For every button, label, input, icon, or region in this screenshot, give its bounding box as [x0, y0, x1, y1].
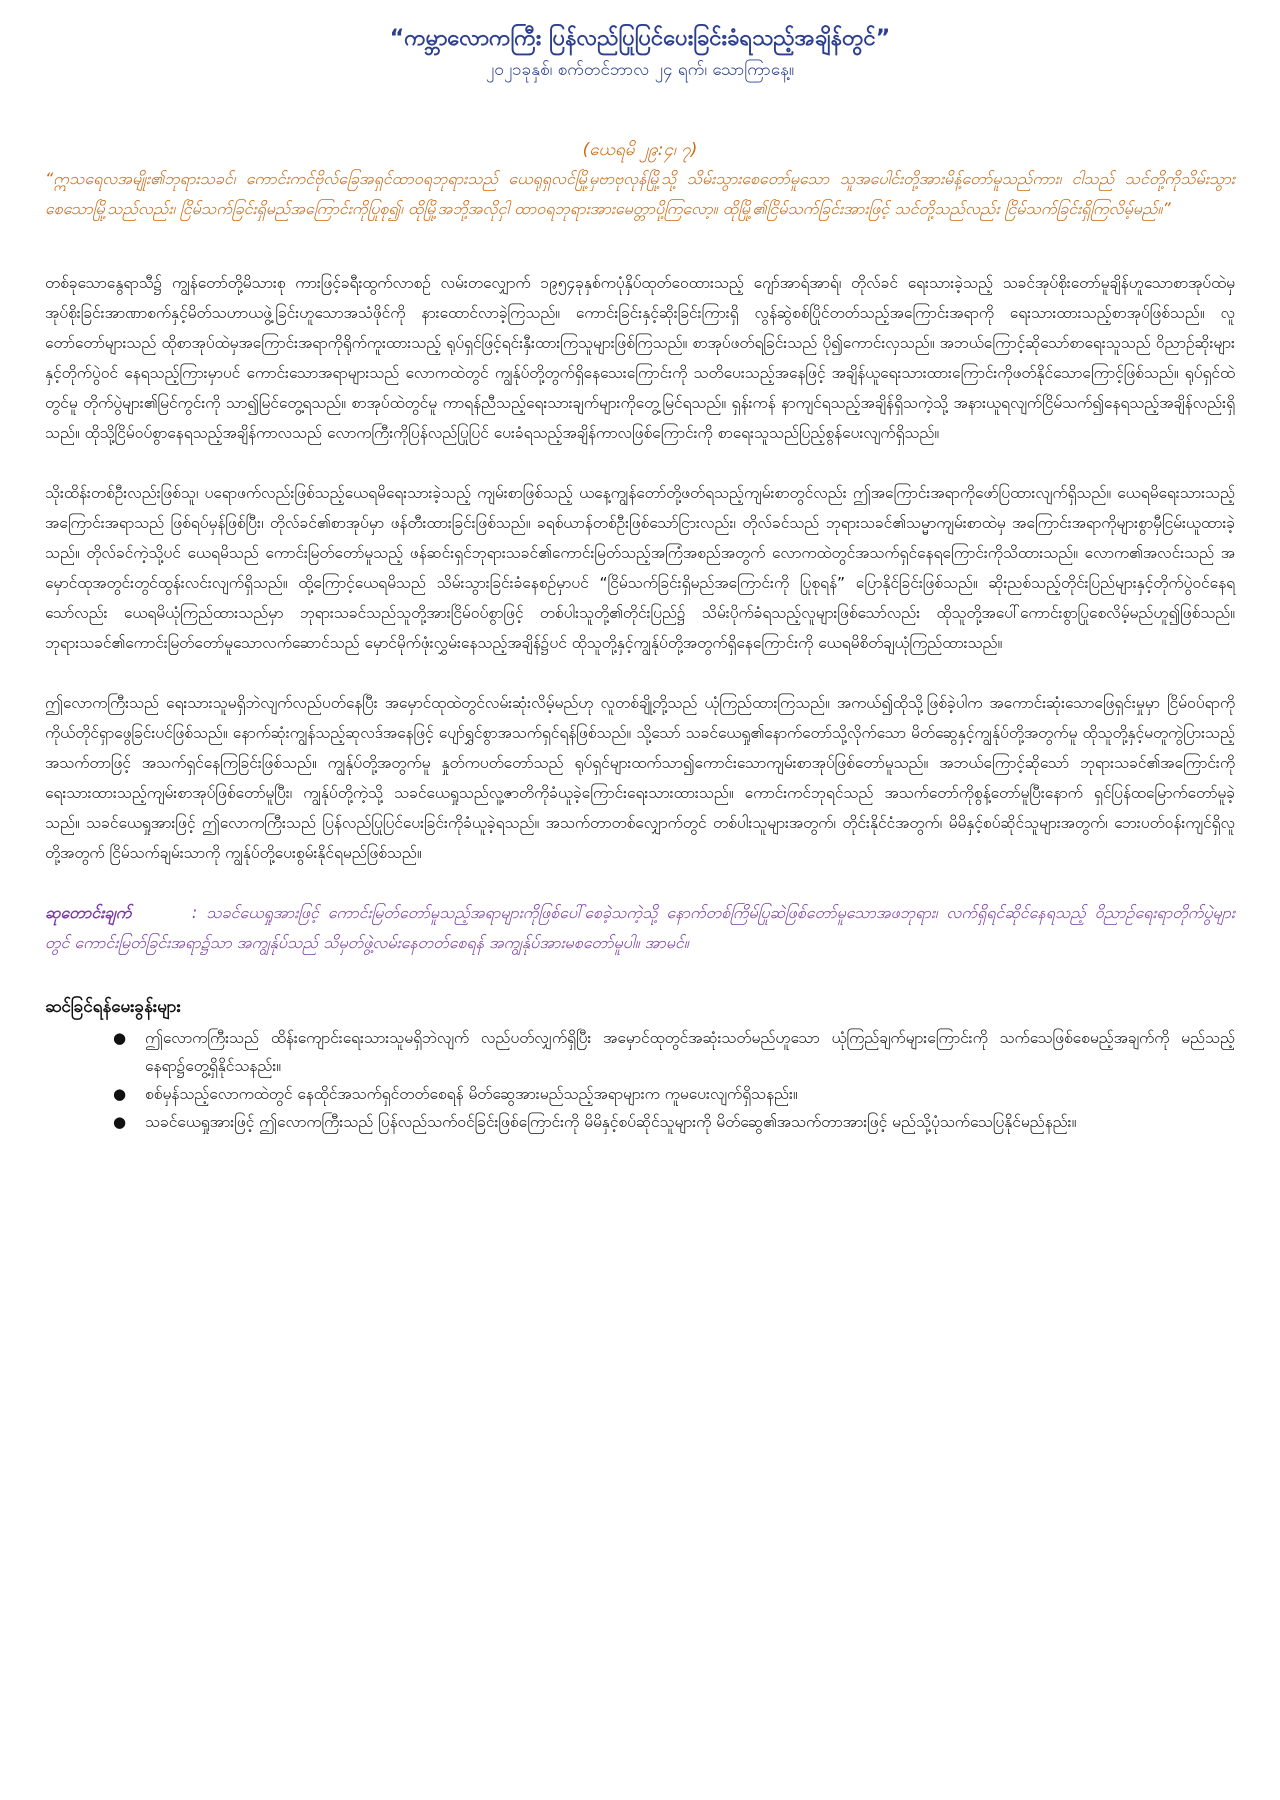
questions-heading: ဆင်ခြင်ရန်မေးခွန်းများ: [45, 997, 181, 1017]
list-item: [113, 1108, 1235, 1136]
verse-reference: (ယေရမိ ၂၉:၄၊ ၇): [582, 140, 698, 160]
question-text: ဤလောကကြီးသည် ထိန်းကျောင်းရေးသားသူမရှိဘဲလျက် လည်ပတ်လျှက်ရှိပြီး အမှောင်ထုတွင်အဆုံးသတ်မည်ဟူသော ယုံကြည်ချက်များကြောင်းကို သက်သေဖြစ်စေမည့်အချက်ကို မည်သည့်နေရာ၌တွေ့ရှိနိုင်သနည်း။: [145, 1029, 1235, 1075]
body-paragraph-2: သိုးထိန်းတစ်ဦးလည်းဖြစ်သူ၊ ပရောဖက်လည်းဖြစ်သည့်ယေရမိရေးသားခဲ့သည့် ကျမ်းစာဖြစ်သည့် ယနေ့ကျွန်တော်တို့ဖတ်ရသည့်ကျမ်းစာတွင်လည်း ဤအကြောင်းအရာကိုဖော်ပြထားလျက်ရှိသည်။ ယေရမိရေးသားသည့်အကြောင်းအရာသည် ဖြစ်ရပ်မှန်ဖြစ်ပြီး၊ တိုလ်ခင်၏စာအုပ်မှာ ဖန်တီးထားခြင်းဖြစ်သည်။ ခရစ်ယာန်တစ်ဦးဖြစ်သော်ငြားလည်း၊ တိုလ်ခင်သည် ဘုရားသခင်၏သမ္မာကျမ်းစာထဲမှ အကြောင်းအရာကိုများစွာမှီငြမ်းယူထားခဲ့သည်။ တိုလ်ခင်ကဲ့သို့ပင် ယေရမိသည် ကောင်းမြတ်တော်မူသည့် ဖန်ဆင်းရှင်ဘုရားသခင်၏ကောင်းမြတ်သည့်အကြံအစည်အတွက် လောကထဲတွင်အသက်ရှင်နေရကြောင်းကိုသိထားသည်။ လောက၏အလင်းသည် အမှောင်ထုအတွင်းတွင်ထွန်းလင်းလျက်ရှိသည်။ ထို့ကြောင့်ယေရမိသည် သိမ်းသွားခြင်းခံနေစဉ်မှာပင် “ငြိမ်သက်ခြင်းရှိမည်အကြောင်းကို ပြုစုရန်” ပြောနိုင်ခြင်းဖြစ်သည်။ ဆိုးညစ်သည့်တိုင်းပြည်များနှင့်တိုက်ပွဲဝင်နေရသော်လည်း ယေရမိယုံကြည်ထားသည်မှာ ဘုရားသခင်သည်သူတို့အားငြိမ်ဝပ်စွာဖြင့် တစ်ပါးသူတို့၏တိုင်းပြည်၌ သိမ်းပိုက်ခံရသည့်လူများဖြစ်သော်လည်း ထိုသူတို့အပေါ်ကောင်းစွာပြုစေလိမ့်မည်ဟူ၍ဖြစ်သည်။ ဘုရားသခင်၏ကောင်းမြတ်တော်မူသောလက်ဆောင်သည် မှောင်မိုက်ဖုံးလွှမ်းနေသည့်အချိန်၌ပင် ထိုသူတို့နှင့်ကျွန်ုပ်တို့အတွက်ရှိနေကြောင်းကို ယေရမိစိတ်ချယုံကြည်ထားသည်။: [45, 484, 1235, 652]
prayer-label: ဆုတောင်းချက်: [45, 903, 132, 922]
bullet-icon: ●: [113, 1029, 127, 1047]
page-title: “ကမ္ဘာလောကကြီး ပြန်လည်ပြုပြင်ပေးခြင်းခံရသည့်အချိန်တွင်”: [389, 26, 891, 51]
body-paragraph-1: တစ်ခုသောနွေရာသီ၌ ကျွန်တော်တို့မိသားစု ကားဖြင့်ခရီးထွက်လာစဉ် လမ်းတလျှောက် ၁၉၅၄ခုနှစ်ကပုံနှိပ်ထုတ်ဝေထားသည့် ဂျော်အာရ်အာရ်၊ တိုလ်ခင် ရေးသားခဲ့သည့် သခင်အုပ်စိုးတော်မူချိန်ဟူသောစာအုပ်ထဲမှ အုပ်စိုးခြင်းအာဏာစက်နှင့်မိတ်သဟာယဖွဲ့ခြင်းဟူသောအသံဖိုင်ကို နားထောင်လာခဲ့ကြသည်။ ကောင်းခြင်းနှင့်ဆိုးခြင်းကြားရှိ လွန်ဆွဲစစ်ပြိုင်တတ်သည့်အကြောင်းအရာကို ရေးသားထားသည့်စာအုပ်ဖြစ်သည်။ လူတော်တော်များသည် ထိုစာအုပ်ထဲမှအကြောင်းအရာကိုရိုက်ကူးထားသည့် ရုပ်ရှင်ဖြင့်ရင်းနှီးထားကြသူများဖြစ်ကြသည်။ စာအုပ်ဖတ်ရခြင်းသည် ပို၍ကောင်းလှသည်။ အဘယ်ကြောင့်ဆိုသော်စာရေးသူသည် ဝိညာဉ်ဆိုးများနှင့်တိုက်ပွဲဝင် နေရသည့်ကြားမှာပင် ကောင်းသောအရာများသည် လောကထဲတွင် ကျွန်ုပ်တို့တွက်ရှိနေသေးကြောင်းကို သတိပေးသည့်အနေဖြင့် အချိန်ယူရေးသားထားကြောင်းကိုဖတ်နိုင်သောကြောင့်ဖြစ်သည်။ ရုပ်ရှင်ထဲတွင်မူ တိုက်ပွဲများ၏မြင်ကွင်းကို သာ၍မြင်တွေ့ရသည်။ စာအုပ်ထဲတွင်မူ ကာရန်ညီသည့်ရေးသားချက်များကိုတွေ့မြင်ရသည်။ ရှန်းကန် နာကျင်ရသည့်အချိန်ရှိသကဲ့သို့ အနားယူရလျက်ငြိမ်သက်၍နေရသည့်အချိန်လည်းရှိသည်။ ထိုသို့ငြိမ်ဝပ်စွာနေရသည့်အချိန်ကာလသည် လောကကြီးကိုပြန်လည်ပြုပြင် ပေးခံရသည့်အချိန်ကာလဖြစ်ကြောင်းကို စာရေးသူသည်ပြည့်စွန်ပေးလျက်ရှိသည်။: [45, 274, 1235, 442]
list-item: [113, 1024, 1235, 1080]
publish-date: ၂၀၂၁ခုနှစ်၊ စက်တင်ဘာလ ၂၄ ရက်၊ သောကြာနေ့။: [485, 60, 795, 80]
question-text: သခင်ယေရှုအားဖြင့် ဤလောကကြီးသည် ပြန်လည်သက်ဝင်ခြင်းဖြစ်ကြောင်းကို မိမိနှင့်စပ်ဆိုင်သူများကို မိတ်ဆွေ၏အသက်တာအားဖြင့် မည်သို့ပုံသက်သေပြနိုင်မည်နည်း။: [145, 1113, 1077, 1131]
bullet-icon: ●: [113, 1085, 127, 1103]
body-paragraph-3: ဤလောကကြီးသည် ရေးသားသူမရှိဘဲလျက်လည်ပတ်နေပြီး အမှောင်ထုထဲတွင်လမ်းဆုံးလိမ့်မည်ဟု လူတစ်ချို့တို့သည် ယုံကြည်ထားကြသည်။ အကယ်၍ထိုသို့ဖြစ်ခဲ့ပါက အကောင်းဆုံးသောဖြေရှင်းမှုမှာ ငြိမ်ဝပ်ရာကို ကိုယ်တိုင်ရှာဖွေခြင်းပင်ဖြစ်သည်။ နောက်ဆုံးကျွန်သည့်ဆုလဒ်အနေဖြင့် ပျော်ရွှင်စွာအသက်ရှင်ရန်ဖြစ်သည်။ သို့သော် သခင်ယေရှု၏နောက်တော်သို့လိုက်သော မိတ်ဆွေနှင့်ကျွန်ုပ်တို့အတွက်မူ ထိုသူတို့နှင့်မတူကွဲပြားသည့်အသက်တာဖြင့် အသက်ရှင်နေကြခြင်းဖြစ်သည်။ ကျွန်ုပ်တို့အတွက်မူ နှုတ်ကပတ်တော်သည် ရုပ်ရှင်များထက်သာ၍ကောင်းသောကျမ်းစာအုပ်ဖြစ်တော်မူသည်။ အဘယ်ကြောင့်ဆိုသော် ဘုရားသခင်၏အကြောင်းကိုရေးသားထားသည့်ကျမ်းစာအုပ်ဖြစ်တော်မူပြီး၊ ကျွန်ုပ်တို့ကဲ့သို့ သခင်ယေရှုသည်လူ့ဇာတိကိုခံယူခဲ့ကြောင်းရေးသားထားသည်။ ကောင်းကင်ဘုရင်သည် အသက်တော်ကိုစွန့်တော်မူပြီးနောက် ရှင်ပြန်ထမြောက်တော်မူခဲ့သည်။ သခင်ယေရှုအားဖြင့် ဤလောကကြီးသည် ပြန်လည်ပြုပြင်ပေးခြင်းကိုခံယူခဲ့ရသည်။ အသက်တာတစ်လျှောက်တွင် တစ်ပါးသူများအတွက်၊ တိုင်းနိုင်ငံအတွက်၊ မိမိနှင့်စပ်ဆိုင်သူများအတွက်၊ ဘေးပတ်ဝန်းကျင်ရှိလူတို့အတွက် ငြိမ်သက်ချမ်းသာကို ကျွန်ုပ်တို့ပေးစွမ်းနိုင်ရမည်ဖြစ်သည်။: [45, 694, 1235, 862]
bullet-icon: ●: [113, 1113, 127, 1131]
questions-list: [45, 1024, 1235, 1136]
verse-text: “ဣသရေလအမျိုး၏ဘုရားသခင်၊ ကောင်းကင်ဗိုလ်ခြေအရှင်ထာဝရဘုရားသည် ယေရုရှလင်မြို့မှဗာဗုလုန်မြို့သို့ သိမ်းသွားစေတော်မူသော သူအပေါင်းတို့အားမိန့်တော်မူသည်ကား၊ ငါသည် သင်တို့ကိုသိမ်းသွားစေသောမြို့သည်လည်း၊ ငြိမ်သက်ခြင်းရှိမည်အကြောင်းကိုပြုစု၍၊ ထိုမြို့အဘို့အလိုငှါ ထာဝရဘုရားအားမေတ္တာပို့ကြလော့။ ထိုမြို့၏ငြိမ်သက်ခြင်းအားဖြင့် သင်တို့သည်လည်း ငြိမ်သက်ခြင်းရှိကြလိမ့်မည်။”: [45, 169, 1235, 218]
prayer-text: : သခင်ယေရှုအားဖြင့် ကောင်းမြတ်တော်မူသည့်အရာများကိုဖြစ်ပေါ်စေခဲ့သကဲ့သို့ နောက်တစ်ကြိမ်ပြုဆဲဖြစ်တော်မူသောအဖဘုရား၊ လက်ရှိရင်ဆိုင်နေရသည့် ဝိညာဉ်ရေးရာတိုက်ပွဲများတွင် ကောင်းမြတ်ခြင်းအရာ၌သာ အကျွန်ုပ်သည် သိမှတ်ဖွဲ့လမ်းနေတတ်စေရန် အကျွန်ုပ်အားမစတော်မူပါ။ အာမင်။: [45, 903, 1235, 952]
devotional-page: [45, 22, 1235, 1136]
prayer-section: [45, 898, 1235, 958]
question-text: စစ်မှန်သည့်လောကထဲတွင် နေထိုင်အသက်ရှင်တတ်စေရန် မိတ်ဆွေအားမည်သည့်အရာများက ကူမပေးလျက်ရှိသနည်း။: [145, 1085, 798, 1103]
list-item: [113, 1080, 1235, 1108]
